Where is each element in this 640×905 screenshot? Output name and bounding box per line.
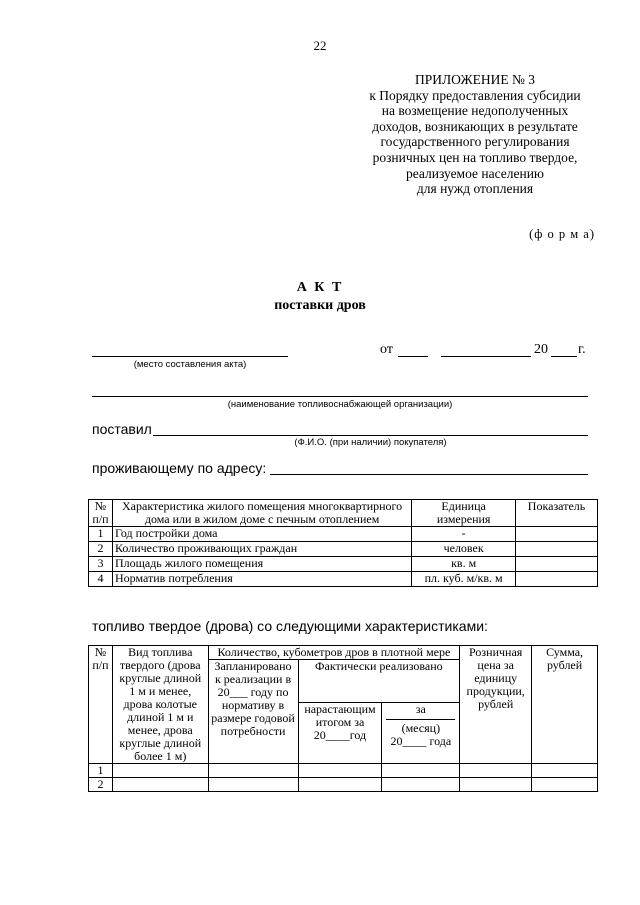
appendix-line: на возмещение недополученных (381, 103, 569, 119)
header-actual-group: Фактически реализовано (298, 660, 460, 703)
table-row (89, 778, 598, 792)
row-cell[interactable] (112, 778, 208, 792)
table-row (89, 542, 598, 557)
year-prefix: 20 (534, 342, 548, 357)
day-field[interactable] (398, 356, 428, 357)
year-field[interactable] (551, 356, 577, 357)
row-unit: кв. м (412, 557, 516, 572)
row-value-cell[interactable] (516, 572, 598, 587)
month-field[interactable] (441, 356, 531, 357)
fuel-table (88, 645, 598, 792)
appendix-block (340, 72, 610, 197)
table-row (89, 764, 598, 778)
row-cell[interactable] (532, 764, 598, 778)
row-cell[interactable] (298, 778, 382, 792)
header-quantity-group: Количество, кубометров дров в плотной мере (208, 646, 460, 660)
row-cell[interactable] (382, 764, 460, 778)
act-subtitle: поставки дров (274, 298, 366, 313)
place-field[interactable] (92, 356, 288, 357)
appendix-title: ПРИЛОЖЕНИЕ № 3 (414, 72, 536, 87)
row-name: Количество проживающих граждан (112, 542, 411, 557)
header-num: № п/п (89, 646, 113, 764)
address-label: проживающему по адресу: (92, 460, 267, 476)
buyer-field[interactable] (153, 435, 588, 436)
table-header-row (89, 500, 598, 527)
header-month-year: 20____ года (390, 734, 452, 749)
appendix-line: к Порядку предоставления субсидии (369, 87, 581, 103)
row-num: 4 (89, 572, 113, 587)
header-month-cell (382, 703, 460, 764)
row-cell[interactable] (382, 778, 460, 792)
row-cell[interactable] (208, 764, 298, 778)
row-cell[interactable] (208, 778, 298, 792)
dwelling-table (88, 499, 598, 587)
row-cell[interactable] (532, 778, 598, 792)
row-num: 1 (89, 764, 113, 778)
row-num: 2 (89, 778, 113, 792)
year-suffix: г. (578, 342, 586, 357)
appendix-line: для нужд отопления (416, 181, 534, 197)
header-unit: Единица измерения (412, 500, 516, 527)
appendix-line: доходов, возникающих в результате (372, 118, 578, 134)
appendix-line: реализуемое населению (405, 165, 545, 181)
fuel-intro: топливо твердое (дрова) со следующими характеристиками: (92, 618, 488, 634)
row-num: 3 (89, 557, 113, 572)
address-field[interactable] (270, 474, 588, 475)
row-value-cell[interactable] (516, 527, 598, 542)
header-characteristic: Характеристика жилого помещения многоквартирного дома или в жилом доме с печным отоплением (112, 500, 411, 527)
header-sum: Сумма, рублей (532, 646, 598, 764)
appendix-line: розничных цен на топливо твердое, (372, 149, 578, 165)
page-number: 22 (313, 38, 327, 53)
row-name: Норматив потребления (112, 572, 411, 587)
date-from-label: от (380, 342, 393, 357)
table-row (89, 572, 598, 587)
supplied-label: поставил (92, 421, 152, 437)
row-unit: человек (412, 542, 516, 557)
organization-caption: (наименование топливоснабжающей организации) (227, 399, 453, 410)
header-planned: Запланировано к реализации в 20___ году по нормативу в размере годовой потребности (208, 660, 298, 764)
header-cumulative: нарастающим итогом за 20____год (298, 703, 382, 764)
table-row (89, 527, 598, 542)
header-fuel-type: Вид топлива твердого (дрова круглые длиной 1 м и менее, дрова колотые длиной 1 м и менее, дрова круглые длиной более 1 м) (112, 646, 208, 764)
row-num: 1 (89, 527, 113, 542)
table-row (89, 557, 598, 572)
row-num: 2 (89, 542, 113, 557)
row-cell[interactable] (460, 778, 532, 792)
row-value-cell[interactable] (516, 557, 598, 572)
table-header-row (89, 646, 598, 660)
header-for-label: за (415, 702, 426, 717)
row-unit: пл. куб. м/кв. м (412, 572, 516, 587)
header-month: (месяц) (386, 719, 455, 735)
header-indicator: Показатель (516, 500, 598, 527)
form-label: (ф о р м а) (529, 227, 595, 241)
row-name: Год постройки дома (112, 527, 411, 542)
row-cell[interactable] (112, 764, 208, 778)
place-caption: (место составления акта) (133, 359, 247, 370)
row-value-cell[interactable] (516, 542, 598, 557)
buyer-caption: (Ф.И.О. (при наличии) покупателя) (294, 437, 447, 448)
header-num: № п/п (89, 500, 113, 527)
header-price: Розничная цена за единицу продукции, рублей (460, 646, 532, 764)
row-cell[interactable] (460, 764, 532, 778)
row-name: Площадь жилого помещения (112, 557, 411, 572)
row-cell[interactable] (298, 764, 382, 778)
organization-field[interactable] (92, 396, 588, 397)
act-title: А К Т (296, 280, 344, 295)
row-unit: - (412, 527, 516, 542)
appendix-line: государственного регулирования (380, 134, 570, 150)
